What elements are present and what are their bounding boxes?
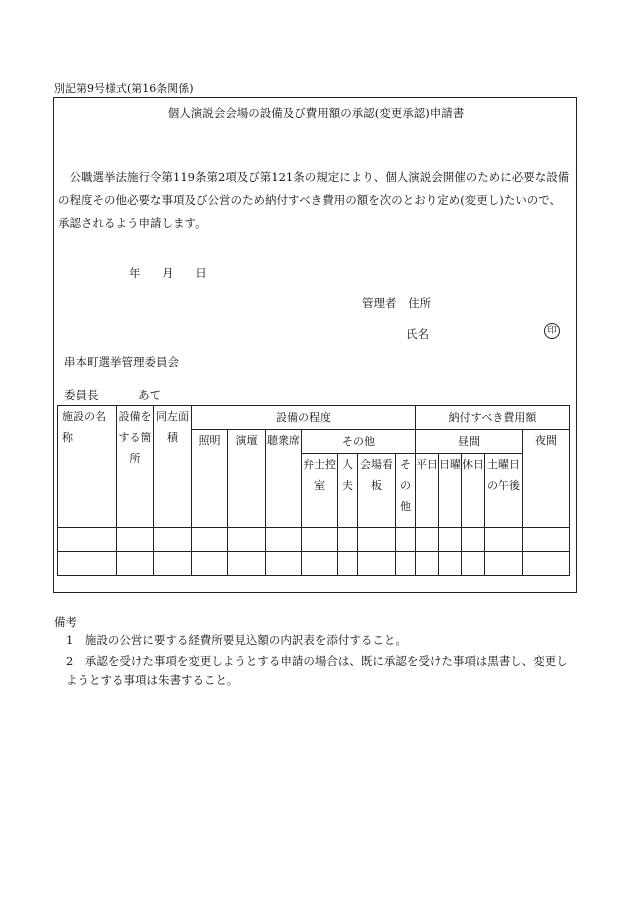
table-row — [58, 552, 570, 576]
table-cell[interactable] — [462, 528, 485, 552]
header-lighting: 照明 — [192, 430, 228, 528]
table-cell[interactable] — [154, 528, 192, 552]
header-night: 夜間 — [523, 430, 570, 528]
table-cell[interactable] — [485, 552, 523, 576]
table-cell[interactable] — [58, 552, 117, 576]
table-cell[interactable] — [302, 528, 338, 552]
body-text — [58, 166, 572, 235]
table-cell[interactable] — [192, 552, 228, 576]
header-staff: 人夫 — [338, 454, 358, 528]
table-cell[interactable] — [117, 552, 154, 576]
header-fee: 納付すべき費用額 — [416, 406, 570, 430]
table-cell[interactable] — [338, 552, 358, 576]
committee-name: 串本町選挙管理委員会 — [64, 355, 179, 369]
document-title: 個人演説会会場の設備及び費用額の承認(変更承認)申請書 — [167, 106, 465, 120]
table-row — [58, 528, 570, 552]
table-cell[interactable] — [117, 528, 154, 552]
name-label: 氏名 — [406, 327, 429, 341]
table-cell[interactable] — [439, 528, 462, 552]
header-speaker-room: 弁士控室 — [302, 454, 338, 528]
header-signboard: 会場看板 — [358, 454, 396, 528]
table-cell[interactable] — [192, 528, 228, 552]
table-cell[interactable] — [523, 552, 570, 576]
header-other-detail: その他 — [396, 454, 416, 528]
table-cell[interactable] — [439, 552, 462, 576]
table-cell[interactable] — [523, 528, 570, 552]
table-cell[interactable] — [396, 552, 416, 576]
table-cell[interactable] — [228, 552, 266, 576]
table-cell[interactable] — [266, 552, 302, 576]
table-cell[interactable] — [266, 528, 302, 552]
note-item: 2 承認を受けた事項を変更しようとする申請の場合は、既に承認を受けた事項は黒書し、変更しようとする事項は朱書すること。 — [66, 654, 568, 687]
chair-addressee: 委員長 あて — [64, 388, 162, 402]
header-daytime: 昼間 — [416, 430, 523, 454]
header-equip-location: 設備をする箇所 — [117, 406, 154, 528]
header-holiday: 休日 — [462, 454, 485, 528]
note-item: 1 施設の公営に要する経費所要見込額の内訳表を添付すること。 — [66, 633, 407, 647]
header-equip-level: 設備の程度 — [192, 406, 416, 430]
manager-address-label: 管理者 住所 — [362, 296, 432, 310]
header-other: その他 — [302, 430, 416, 454]
header-sunday: 日曜 — [439, 454, 462, 528]
table-cell[interactable] — [228, 528, 266, 552]
table-cell[interactable] — [416, 552, 439, 576]
notes-heading: 備考 — [54, 615, 77, 629]
table-cell[interactable] — [302, 552, 338, 576]
facility-table — [57, 405, 570, 576]
header-facility-name: 施設の名称 — [58, 406, 117, 528]
date-line: 年 月 日 — [129, 266, 207, 280]
table-cell[interactable] — [358, 528, 396, 552]
table-cell[interactable] — [338, 528, 358, 552]
form-label: 別記第9号様式(第16条関係) — [54, 82, 194, 95]
table-cell[interactable] — [416, 528, 439, 552]
table-cell[interactable] — [358, 552, 396, 576]
table-cell[interactable] — [58, 528, 117, 552]
header-area: 同左面積 — [154, 406, 192, 528]
header-weekday: 平日 — [416, 454, 439, 528]
header-seats: 聴衆席 — [266, 430, 302, 528]
table-cell[interactable] — [462, 552, 485, 576]
table-cell[interactable] — [485, 528, 523, 552]
seal-mark: 印 — [544, 323, 560, 339]
header-stage: 演壇 — [228, 430, 266, 528]
header-sat-afternoon: 土曜日の午後 — [485, 454, 523, 528]
table-cell[interactable] — [396, 528, 416, 552]
application-form — [53, 97, 577, 593]
body-paragraph: 公職選挙法施行令第119条第2項及び第121条の規定により、個人演説会開催のために必要な設備の程度その他必要な事項及び公営のため納付すべき費用の額を次のとおり定め(変更し)たいので、承認されるよう申請します。 — [58, 170, 570, 230]
table-cell[interactable] — [154, 552, 192, 576]
